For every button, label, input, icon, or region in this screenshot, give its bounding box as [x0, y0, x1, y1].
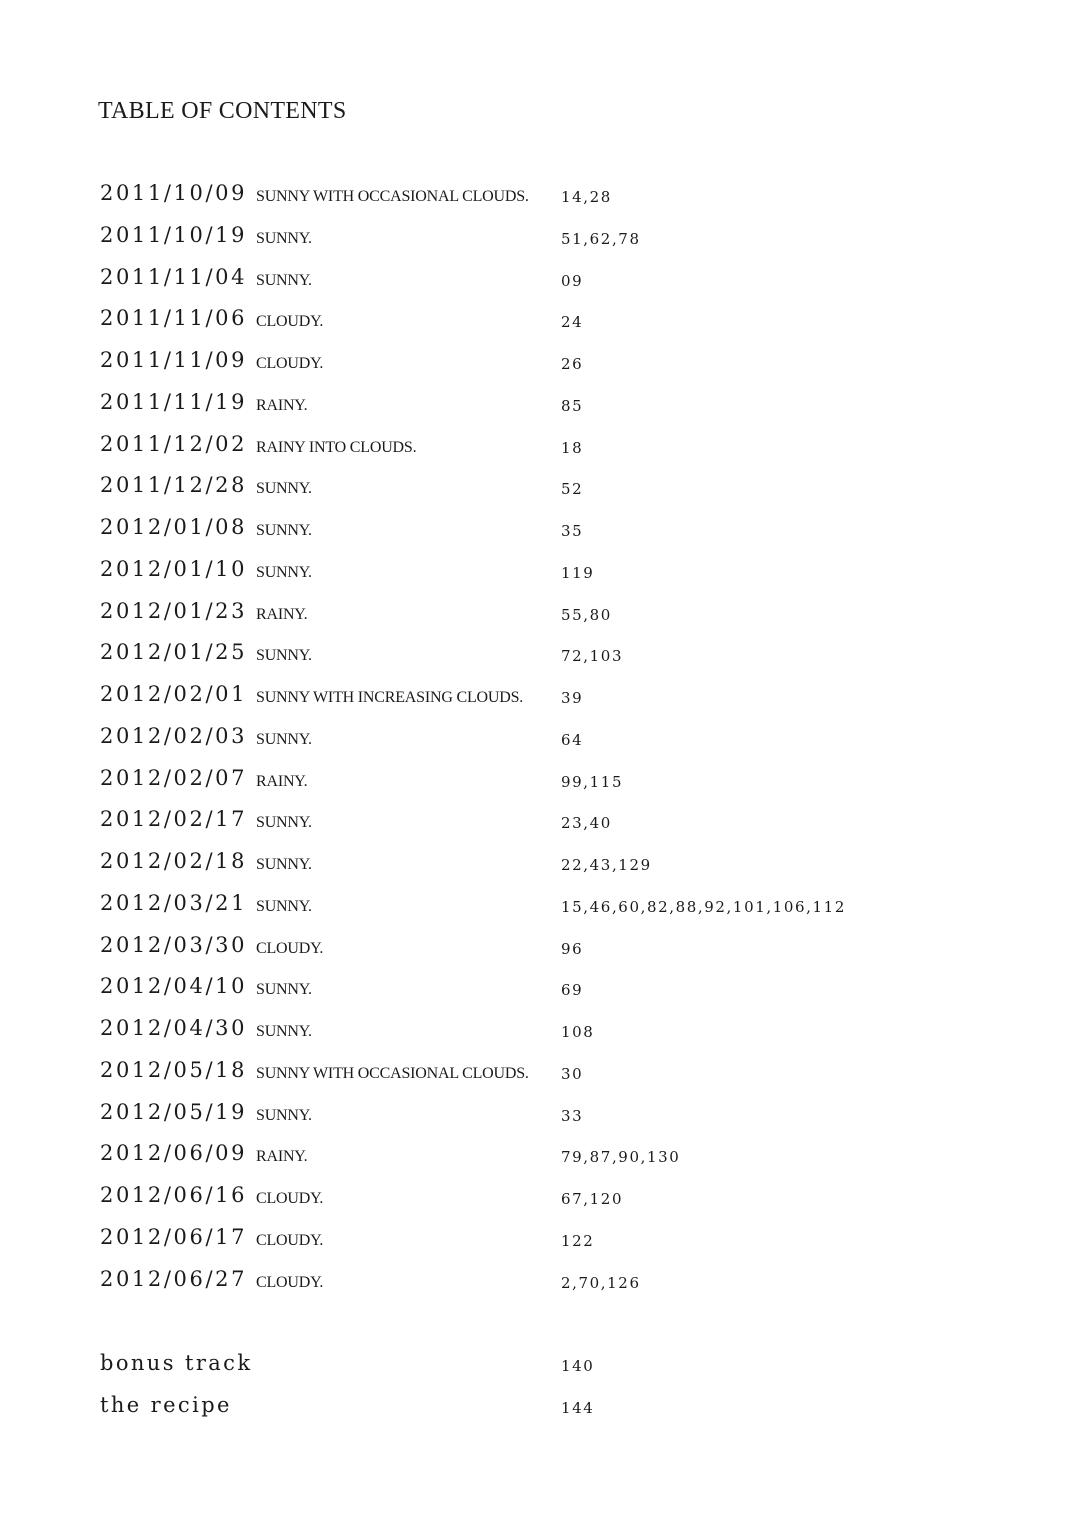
entry-date: 2012/06/17: [100, 1224, 248, 1249]
entry-weather: SUNNY.: [256, 814, 312, 832]
toc-entry-row: [0, 1012, 1080, 1054]
entry-weather: RAINY INTO CLOUDS.: [256, 438, 417, 456]
entry-date: 2012/02/01: [100, 682, 248, 706]
extra-page-number: 140: [561, 1357, 595, 1375]
entry-weather: RAINY.: [256, 605, 308, 623]
toc-entry-row: [0, 1137, 1080, 1179]
entry-date: 2012/06/27: [100, 1266, 248, 1291]
entry-date: 2012/01/23: [100, 598, 248, 623]
toc-entry-row: [0, 469, 1080, 511]
entry-weather: SUNNY.: [256, 730, 312, 748]
entry-weather: SUNNY.: [256, 271, 312, 289]
toc-entry-row: [0, 720, 1080, 762]
entry-weather: RAINY.: [256, 772, 308, 790]
entry-page-numbers: 52: [561, 480, 584, 499]
entry-weather: CLOUDY.: [256, 313, 324, 331]
toc-entries-list: [0, 177, 1080, 1304]
entry-weather: SUNNY.: [256, 563, 312, 581]
entry-weather: SUNNY.: [256, 1106, 312, 1124]
toc-entry-row: [0, 845, 1080, 887]
toc-entry-row: [0, 344, 1080, 386]
toc-entry-row: [0, 887, 1080, 929]
entry-page-numbers: 39: [561, 689, 584, 707]
entry-weather: RAINY.: [256, 1148, 308, 1166]
toc-entry-row: [0, 678, 1080, 720]
entry-page-numbers: 99,115: [561, 772, 624, 791]
entry-page-numbers: 2,70,126: [561, 1273, 641, 1292]
entry-date: 2012/05/19: [100, 1099, 248, 1124]
entry-page-numbers: 67,120: [561, 1190, 624, 1208]
toc-entry-row: [0, 636, 1080, 678]
entry-page-numbers: 79,87,90,130: [561, 1148, 681, 1167]
entry-page-numbers: 51,62,78: [561, 229, 641, 248]
entry-weather: SUNNY.: [256, 1023, 312, 1040]
entry-page-numbers: 14,28: [561, 188, 612, 206]
entry-page-numbers: 72,103: [561, 647, 624, 666]
entry-date: 2012/04/30: [100, 1016, 248, 1040]
toc-entry-row: [0, 1221, 1080, 1263]
entry-weather: CLOUDY.: [256, 1231, 324, 1249]
entry-page-numbers: 122: [561, 1231, 595, 1250]
toc-entry-row: [0, 970, 1080, 1012]
entry-date: 2012/02/07: [100, 765, 248, 790]
entry-page-numbers: 55,80: [561, 605, 612, 624]
entry-page-numbers: 119: [561, 563, 595, 582]
entry-date: 2012/06/16: [100, 1183, 248, 1207]
entry-page-numbers: 30: [561, 1064, 584, 1083]
entry-date: 2012/04/10: [100, 974, 248, 999]
entry-page-numbers: 64: [561, 730, 584, 749]
entry-page-numbers: 23,40: [561, 814, 612, 833]
entry-date: 2011/10/09: [100, 181, 248, 205]
entry-weather: SUNNY.: [256, 229, 312, 247]
entry-page-numbers: 85: [561, 396, 584, 415]
toc-entry-row: [0, 553, 1080, 595]
toc-entry-row: [0, 511, 1080, 553]
toc-extra-row: [0, 1345, 1080, 1387]
toc-entry-row: [0, 428, 1080, 470]
toc-entry-row: [0, 803, 1080, 845]
entry-date: 2011/11/06: [100, 306, 248, 331]
entry-weather: SUNNY.: [256, 856, 312, 873]
entry-date: 2011/11/09: [100, 348, 248, 372]
entry-date: 2012/01/08: [100, 515, 248, 539]
entry-page-numbers: 22,43,129: [561, 856, 652, 874]
entry-weather: SUNNY WITH INCREASING CLOUDS.: [256, 689, 524, 706]
entry-date: 2011/10/19: [100, 222, 248, 247]
entry-date: 2011/12/28: [100, 473, 248, 498]
toc-entry-row: [0, 1179, 1080, 1221]
entry-weather: SUNNY.: [256, 897, 312, 915]
entry-weather: SUNNY.: [256, 647, 312, 665]
entry-date: 2012/02/18: [100, 849, 248, 873]
toc-entry-row: [0, 219, 1080, 261]
toc-entry-row: [0, 261, 1080, 303]
toc-entry-row: [0, 302, 1080, 344]
entry-weather: CLOUDY.: [256, 355, 324, 372]
entry-weather: RAINY.: [256, 396, 308, 414]
toc-entry-row: [0, 595, 1080, 637]
entry-page-numbers: 96: [561, 939, 584, 958]
page-title: TABLE OF CONTENTS: [98, 98, 347, 124]
toc-entry-row: [0, 762, 1080, 804]
entry-date: 2011/12/02: [100, 431, 248, 456]
toc-entry-row: [0, 929, 1080, 971]
entry-weather: CLOUDY.: [256, 1273, 324, 1291]
entry-weather: SUNNY.: [256, 480, 312, 498]
toc-entry-row: [0, 1096, 1080, 1138]
entry-date: 2012/01/25: [100, 640, 248, 665]
entry-page-numbers: 108: [561, 1023, 595, 1041]
entry-date: 2012/02/03: [100, 723, 248, 748]
entry-weather: SUNNY WITH OCCASIONAL CLOUDS.: [256, 1064, 529, 1082]
entry-weather: SUNNY.: [256, 981, 312, 999]
entry-page-numbers: 09: [561, 271, 584, 290]
extra-page-number: 144: [561, 1399, 595, 1417]
entry-page-numbers: 33: [561, 1106, 584, 1125]
entry-date: 2012/05/18: [100, 1057, 248, 1082]
entry-date: 2012/06/09: [100, 1141, 248, 1166]
entry-page-numbers: 18: [561, 438, 584, 457]
entry-page-numbers: 26: [561, 355, 584, 373]
extra-label: bonus track: [100, 1351, 253, 1375]
entry-weather: SUNNY WITH OCCASIONAL CLOUDS.: [256, 188, 529, 205]
entry-date: 2011/11/19: [100, 389, 248, 414]
toc-entry-row: [0, 1054, 1080, 1096]
toc-entry-row: [0, 386, 1080, 428]
entry-date: 2012/02/17: [100, 807, 248, 832]
toc-entry-row: [0, 1263, 1080, 1305]
entry-weather: CLOUDY.: [256, 939, 324, 957]
toc-extras-list: [0, 1345, 1080, 1429]
entry-weather: CLOUDY.: [256, 1190, 324, 1207]
entry-weather: SUNNY.: [256, 522, 312, 539]
entry-date: 2012/03/30: [100, 932, 248, 957]
extra-label: the recipe: [100, 1393, 232, 1417]
entry-page-numbers: 69: [561, 981, 584, 1000]
entry-date: 2012/01/10: [100, 556, 248, 581]
entry-date: 2012/03/21: [100, 890, 248, 915]
entry-page-numbers: 35: [561, 522, 584, 540]
toc-extra-row: [0, 1387, 1080, 1429]
entry-date: 2011/11/04: [100, 264, 248, 289]
toc-entry-row: [0, 177, 1080, 219]
entry-page-numbers: 15,46,60,82,88,92,101,106,112: [561, 897, 846, 916]
entry-page-numbers: 24: [561, 313, 584, 332]
